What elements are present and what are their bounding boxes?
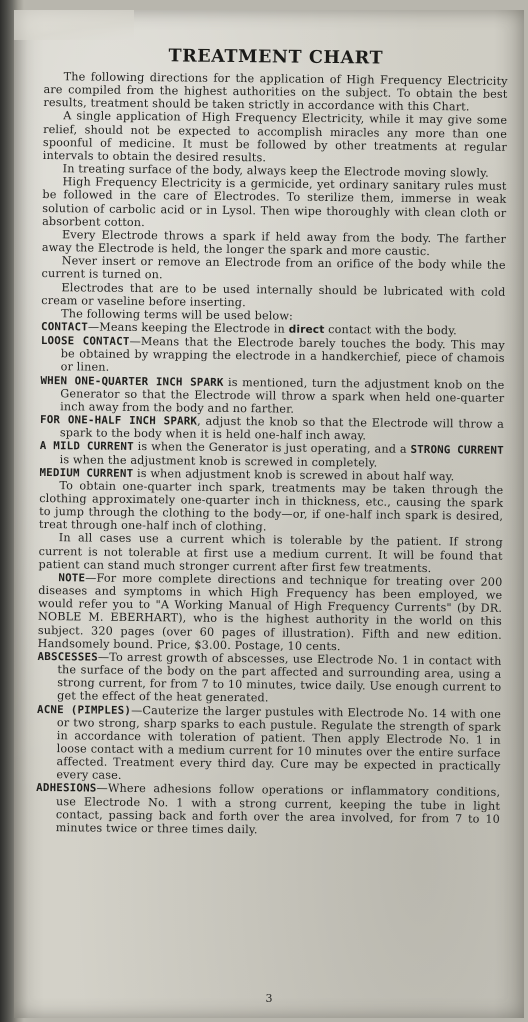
term-mild-label: A MILD CURRENT xyxy=(39,439,134,454)
term-half-def: , adjust the knob so that the Electrode will throw a spark to the body when it is held one-half inch away. xyxy=(59,414,505,443)
term-quarter-def: is mentioned, turn the adjustment knob on the Generator so that the Electrode will throw a spark when held one-quarter inch away from the body and no farther. xyxy=(60,375,505,416)
note-label: NOTE xyxy=(58,571,86,585)
guidance-paragraph-1: To obtain one-quarter inch spark, treatments may be taken through the clothing approximately one-quarter inch in thickness, etc., causing the spark to jump through the clothing to the body—or, if one-half inch spark is desired, treat through one-half inch of clothing. xyxy=(38,479,504,534)
treatment-acne-label: ACNE (PIMPLES) xyxy=(36,702,132,717)
term-contact-direct: direct xyxy=(288,323,325,336)
term-mild-def-b: is when the adjustment knob is screwed in completely. xyxy=(59,452,378,470)
treatment-acne xyxy=(36,702,501,786)
treatment-abscesses-text: —To arrest growth of abscesses, use Electrode No. 1 in contact with the surface of the body on the part affected and surrounding area, using a strong current, for from 7 to 10 minutes, twice daily. Use enough current to get the effect of the heat generated. xyxy=(57,650,502,705)
intro-paragraph-6: Never insert or remove an Electrode from an orifice of the body while the current is turned on. xyxy=(41,254,506,282)
intro-paragraph-7: Electrodes that are to be used internally should be lubricated with cold cream or vaseline before inserting. xyxy=(41,280,506,309)
term-loose-label: LOOSE CONTACT xyxy=(40,334,130,349)
note-paragraph xyxy=(38,571,503,655)
term-medium-def: is when adjustment knob is screwed in about half way. xyxy=(133,466,455,484)
intro-paragraph-2: A single application of High Frequency Electricity, while it may give some relief, should not be expected to accomplish miracles any more than one spoonful of medicine. It must be followed by other treatments at regular intervals to obtain the desired results. xyxy=(42,109,508,165)
term-contact-label: CONTACT xyxy=(40,319,89,334)
term-contact-def-a: —Means keeping the Electrode in xyxy=(87,320,289,336)
treatment-acne-text: —Cauterize the larger pustules with Electrode No. 14 with one or two strong, sharp sparks to each pustule. Regulate the strength of spark in accordance with toleration of patient. Then apply Electrode No. 1 in loose contact with a medium current for 10 minutes over the entire surface affected. Treatment every third day. Cure may be expected in practically every case. xyxy=(56,703,502,783)
term-loose-contact xyxy=(41,334,505,378)
term-quarter-spark xyxy=(40,374,504,418)
intro-paragraph-8: The following terms will be used below: xyxy=(61,307,294,323)
treatment-adhesions xyxy=(36,781,501,838)
term-contact-def-b: contact with the body. xyxy=(324,322,457,338)
page-title: TREATMENT CHART xyxy=(168,46,384,69)
guidance-paragraph-2: In all cases use a current which is tolerable by the patient. If strong current is not tolerable at first use a medium current. It will be found that patient can stand much stronger current after first few treatments. xyxy=(38,531,503,575)
term-medium-label: MEDIUM CURRENT xyxy=(39,465,134,480)
treatment-abscesses xyxy=(37,650,502,707)
booklet-page xyxy=(14,10,524,1018)
intro-paragraph-4: High Frequency Electricity is a germicide, yet ordinary sanitary rules must be followed in the care of Electrodes. To sterilize them, immerse in weak solution of carbolic acid or in Lysol. Then wipe thoroughly with clean cloth or absorbent cotton. xyxy=(42,175,507,229)
intro-paragraph-1: The following directions for the application of High Frequency Electricity are compiled from the highest authorities on the subject. To obtain the best results, treatment should be taken strictly in accordance with this Chart. xyxy=(43,70,508,114)
note-text: —For more complete directions and technique for treating over 200 diseases and symptoms in which High Frequency has been employed, we would refer you to "A Working Manual of High Frequency Currents" (by DR. NOBLE M. EBERHART), who is the highest authority in the world on this subject. 320 pages (over 60 pages of illustration). Fifth and new edition. Handsomely bound. Price, $3.00. Postage, 10 cents. xyxy=(37,571,503,653)
term-mild-def-a: is when the Generator is just operating, and a xyxy=(133,440,411,457)
folded-corner xyxy=(14,10,134,40)
intro-paragraph-5: Every Electrode throws a spark if held away from the body. The farther away the Electrode is held, the longer the spark and more caustic. xyxy=(41,228,507,259)
treatment-adhesions-text: —Where adhesions follow operations or inflammatory conditions, use Electrode No. 1 with a strong current, keeping the tube in light contact, passing back and forth over the area involved, for from 7 to 10 minutes twice or three times daily. xyxy=(55,782,501,837)
page-text-block xyxy=(36,44,508,839)
treatment-abscesses-label: ABSCESSES xyxy=(37,649,98,664)
intro-paragraph-3: In treating surface of the body, always keep the Electrode moving slowly. xyxy=(62,162,489,180)
treatment-adhesions-label: ADHESIONS xyxy=(36,781,97,796)
term-strong-label: STRONG CURRENT xyxy=(410,443,504,458)
page-number: 3 xyxy=(265,992,273,1005)
term-loose-def: —Means that the Electrode barely touches the body. This may be obtained by wrapping the electrode in a handkerchief, piece of chamois or linen. xyxy=(60,335,505,375)
term-quarter-label: WHEN ONE-QUARTER INCH SPARK xyxy=(40,373,224,389)
term-half-label: FOR ONE-HALF INCH SPARK xyxy=(39,413,198,428)
